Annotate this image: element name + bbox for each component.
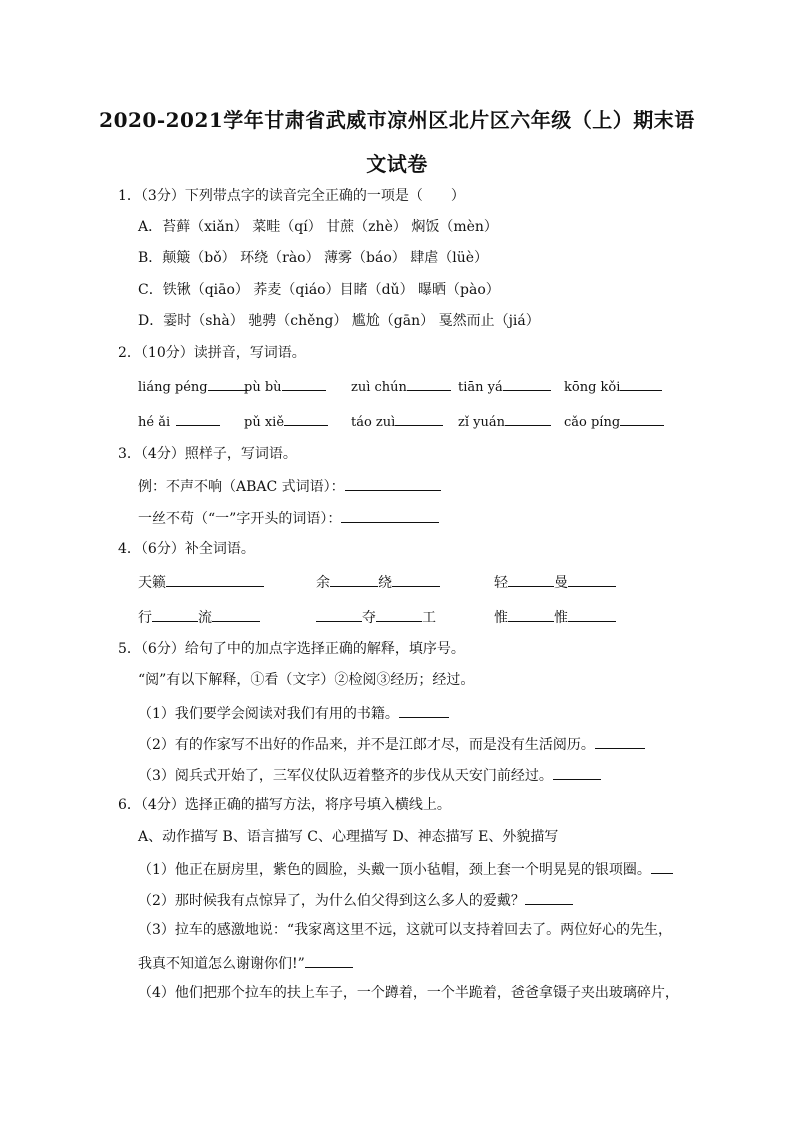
q6-item-text: （1）他正在厨房里，紫色的圆脸，头戴一顶小毡帽，颈上套一个明晃晃的银项圈。 xyxy=(138,862,651,878)
answer-blank[interactable] xyxy=(395,410,443,426)
answer-blank[interactable] xyxy=(208,375,248,391)
q1-option-a: A．苔藓（xiǎn） 菜畦（qí） 甘蔗（zhè） 焖饭（mèn） xyxy=(138,219,498,235)
answer-blank[interactable] xyxy=(345,475,441,491)
idiom-char: 曼 xyxy=(554,575,568,591)
pinyin-item xyxy=(351,410,443,433)
answer-blank[interactable] xyxy=(407,375,451,391)
answer-blank[interactable] xyxy=(392,571,440,587)
q1-stem: 1．（3分）下列带点字的读音完全正确的一项是（ ） xyxy=(118,188,465,204)
q3-line-2 xyxy=(138,507,439,529)
idiom-char: 惟 xyxy=(494,610,508,626)
title-line-2: 文试卷 xyxy=(366,152,428,176)
answer-blank[interactable] xyxy=(525,889,573,905)
pinyin-item xyxy=(458,375,551,398)
answer-blank[interactable] xyxy=(399,702,449,718)
answer-blank[interactable] xyxy=(508,606,554,622)
pinyin-text: pǔ xiě xyxy=(244,415,285,430)
q4-stem: 4．（6分）补全词语。 xyxy=(118,541,255,557)
q6-item-3: （3）拉车的感激地说：“我家离这里不远，这就可以支持着回去了。两位好心的先生， xyxy=(138,922,673,938)
answer-blank[interactable] xyxy=(553,764,601,780)
answer-blank[interactable] xyxy=(568,571,616,587)
idiom-item xyxy=(138,606,260,628)
answer-blank[interactable] xyxy=(508,571,554,587)
q3-line-1 xyxy=(138,475,441,497)
pinyin-item xyxy=(244,410,328,433)
answer-blank[interactable] xyxy=(152,606,198,622)
answer-blank[interactable] xyxy=(330,571,378,587)
answer-blank[interactable] xyxy=(595,733,645,749)
idiom-char: 绕 xyxy=(378,575,392,591)
pinyin-text: zǐ yuán xyxy=(458,415,505,430)
q5-item-1 xyxy=(138,702,449,724)
pinyin-text: cǎo píng xyxy=(564,415,621,430)
answer-blank[interactable] xyxy=(651,858,673,874)
idiom-char: 轻 xyxy=(494,575,508,591)
idiom-char: 余 xyxy=(316,575,330,591)
pinyin-text: pù bù xyxy=(244,380,282,395)
answer-blank[interactable] xyxy=(284,410,328,426)
q5-item-text: （3）阅兵式开始了，三军仪仗队迈着整齐的步伐从天安门前经过。 xyxy=(138,768,553,784)
answer-blank[interactable] xyxy=(620,375,662,391)
pinyin-item xyxy=(351,375,451,398)
idiom-char: 流 xyxy=(198,610,212,626)
q3-stem: 3．（4分）照样子，写词语。 xyxy=(118,446,297,462)
answer-blank[interactable] xyxy=(376,606,422,622)
q6-item-3-cont xyxy=(138,952,353,974)
idiom-char: 工 xyxy=(422,610,436,626)
pinyin-item xyxy=(564,410,664,433)
q6-stem: 6．（4分）选择正确的描写方法，将序号填入横线上。 xyxy=(118,797,451,813)
q3-line-1-text: 例：不声不响（ABAC 式词语）： xyxy=(138,479,345,495)
answer-blank[interactable] xyxy=(166,571,264,587)
q5-stem: 5．（6分）给句了中的加点字选择正确的解释，填序号。 xyxy=(118,641,465,657)
q5-item-text: （1）我们要学会阅读对我们有用的书籍。 xyxy=(138,706,399,722)
q2-stem: 2．（10分）读拼音，写词语。 xyxy=(118,345,306,361)
q6-item-text: （2）那时候我有点惊异了，为什么伯父得到这么多人的爱戴？ xyxy=(138,893,525,909)
pinyin-item xyxy=(138,375,248,398)
idiom-item xyxy=(494,571,616,593)
answer-blank[interactable] xyxy=(212,606,260,622)
q5-intro: “阅”有以下解释，①看（文字）②检阅③经历；经过。 xyxy=(138,672,475,688)
idiom-char: 惟 xyxy=(554,610,568,626)
idiom-item xyxy=(316,571,440,593)
idiom-item xyxy=(316,606,436,628)
q1-option-c: C．铁锹（qiāo） 荞麦（qiáo）目睹（dǔ） 曝晒（pào） xyxy=(138,282,500,298)
pinyin-text: kōng kǒi xyxy=(564,380,621,395)
answer-blank[interactable] xyxy=(282,375,326,391)
pinyin-item xyxy=(564,375,662,398)
q6-item-4: （4）他们把那个拉车的扶上车子，一个蹲着，一个半跪着，爸爸拿镊子夹出玻璃碎片， xyxy=(138,985,679,1001)
answer-blank[interactable] xyxy=(176,410,220,426)
q5-item-3 xyxy=(138,764,601,786)
answer-blank[interactable] xyxy=(305,952,353,968)
pinyin-item xyxy=(244,375,326,398)
q1-option-d: D．霎时（shà） 驰骋（chěng） 尴尬（gān） 戛然而止（jiá） xyxy=(138,313,540,329)
q6-item-1 xyxy=(138,858,673,880)
answer-blank[interactable] xyxy=(620,410,664,426)
idiom-item xyxy=(138,571,264,593)
idiom-char: 行 xyxy=(138,610,152,626)
answer-blank[interactable] xyxy=(505,410,551,426)
q3-line-2-text: 一丝不苟（“一”字开头的词语）： xyxy=(138,511,342,527)
q6-options: A、动作描写 B、语言描写 C、心理描写 D、神态描写 E、外貌描写 xyxy=(138,829,559,845)
idiom-char: 夺 xyxy=(362,610,376,626)
pinyin-item xyxy=(458,410,551,433)
pinyin-item xyxy=(138,410,220,433)
q5-item-2 xyxy=(138,733,645,755)
pinyin-text: tiān yá xyxy=(458,380,503,395)
pinyin-text: zuì chún xyxy=(351,380,407,395)
q5-item-text: （2）有的作家写不出好的作品来，并不是江郎才尽，而是没有生活阅历。 xyxy=(138,737,595,753)
title-line-1: 2020-2021学年甘肃省武威市凉州区北片区六年级（上）期末语 xyxy=(99,108,695,132)
answer-blank[interactable] xyxy=(503,375,551,391)
answer-blank[interactable] xyxy=(316,606,362,622)
q6-item-text: 我真不知道怎么谢谢你们!” xyxy=(138,956,305,972)
idiom-char: 天籁 xyxy=(138,575,166,591)
pinyin-text: hé ǎi xyxy=(138,415,171,430)
idiom-item xyxy=(494,606,616,628)
q1-option-b: B．颠簸（bǒ） 环绕（rào） 薄雾（báo） 肆虐（lüè） xyxy=(138,250,489,266)
pinyin-text: táo zuì xyxy=(351,415,396,430)
pinyin-text: liáng péng xyxy=(138,380,208,395)
answer-blank[interactable] xyxy=(568,606,616,622)
q6-item-2 xyxy=(138,889,573,911)
answer-blank[interactable] xyxy=(341,507,439,523)
